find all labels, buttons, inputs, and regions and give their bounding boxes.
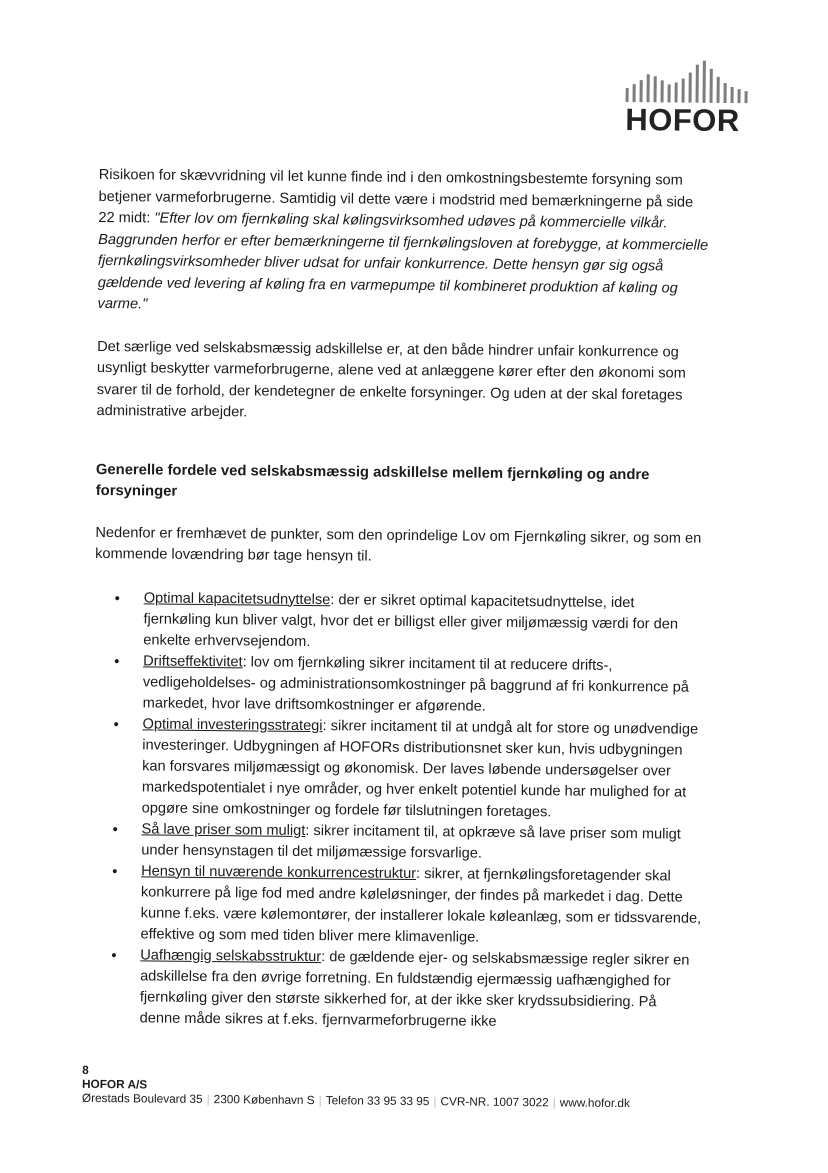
footer-address: Ørestads Boulevard 35 (81, 1090, 203, 1106)
list-item-text: : sikrer incitament til at undgå alt for store og unødvendige investeringer. Udbygningen af HOFORs distributionsnet sker kun, hvis udbygningen kan forsvares miljømæssigt og økonomisk. Der laves løbende undersøgelser over markedspotentialet i nye områder, og hver enkelt potentiel kunde har mulighed for at opgøre sine omkostninger og fordele før tilslutningen foretages. (141, 717, 699, 820)
list-item-text: : de gældende ejer- og selskabsmæssige regler sikrer en adskillelse fra den øvrige forretning. En fuldstændig ejermæssig uafhængighed for fjernkøling giver den største sikkerhed for, at der ikke sker krydssubsidiering. På denne måde sikres at f.eks. fjernvarmeforbrugerne ikke (139, 948, 690, 1030)
list-item-term: Så lave priser som muligt (141, 820, 306, 839)
bullet-icon: • (111, 946, 117, 964)
footer-cvr: CVR-NR. 1007 3022 (440, 1094, 549, 1110)
bullet-icon: • (114, 652, 120, 670)
logo-wordmark: HOFOR (625, 102, 740, 139)
page-number: 8 (82, 1062, 89, 1077)
list-item-text: : der er sikret optimal kapacitetsudnyttelse, idet fjernkøling kun bliver valgt, hvor det er billigst eller giver miljømæssig værdi for den enkelte erhvervsejendom. (143, 591, 679, 650)
list-item-text: : sikrer incitament til, at opkræve så lave priser som muligt under hensynstagen til det miljømæssige forsvarlige. (141, 822, 681, 862)
page-footer (82, 1063, 722, 1111)
list-item-text: : lov om fjernkøling sikrer incitament til at reducere drifts-, vedligeholdelses- og administrationsomkostninger på baggrund af fri konkurrence på markedet, hvor lave driftsomkostninger er afgørende. (142, 653, 689, 715)
paragraph-risk-text: Risikoen for skævvridning vil let kunne finde ind i den omkostningsbestemte forsyning som betjener varmeforbrugerne. Samtidig vil dette være i modstrid med bemærkningerne på side 22 midt: (98, 166, 694, 227)
quoted-remarks: "Efter lov om fjernkøling skal kølingsvirksomhed udøves på kommercielle vilkår. Baggrunden herfor er efter bemærkningerne til fjernkølingsloven at forebygge, at kommercielle fjernkølingsvirksomheder bliver udsat for unfair konkurrence. Dette hensyn gør sig også gældende ved levering af køling fra en varmepumpe til kombineret produktion af køling og varme." (97, 210, 709, 313)
hofor-logo (625, 58, 752, 141)
list-item-text: : sikrer, at fjernkølingsforetagender skal konkurrere på lige fod med andre køleløsninger, der findes på markedet i dag. Dette kunne f.eks. være kølemontører, der installerer lokale køleanlæg, som er tidssvarende, effektive og som med tiden bliver mere klimavenlige. (140, 865, 702, 946)
paragraph-separation: Det særlige ved selskabsmæssig adskillelse er, at den både hindrer unfair konkurrence og usynligt beskytter varmeforbrugerne, alene ved at anlæggene kører efter den økonomi som svarer til de forhold, der kendetegner de enkelte forsyninger. Og uden at der skal foretages administrative arbejder. (96, 338, 686, 421)
list-item (93, 713, 704, 824)
list-item-term: Hensyn til nuværende konkurrencestruktur (141, 862, 417, 882)
list-item (92, 818, 702, 866)
advantages-list (91, 587, 705, 1034)
list-item-term: Uafhængig selskabsstruktur (140, 946, 322, 965)
list-item-term: Optimal kapacitetsudnyttelse (143, 589, 331, 608)
paragraph-intro: Nedenfor er fremhævet de punkter, som den oprindelige Lov om Fjernkøling sikrer, og som en kommende lovændring bør tage hensyn til. (95, 524, 702, 565)
logo-bars-icon (625, 58, 751, 105)
body-text (91, 165, 709, 1034)
footer-separator: | (433, 1094, 437, 1109)
company-name: HOFOR A/S (82, 1076, 148, 1092)
list-item (91, 944, 702, 1034)
footer-city: 2300 København S (213, 1092, 315, 1108)
list-item (94, 587, 705, 656)
footer-separator: | (552, 1095, 556, 1110)
footer-separator: | (206, 1092, 210, 1107)
bullet-icon: • (112, 862, 118, 880)
footer-separator: | (318, 1093, 322, 1108)
list-item (91, 860, 702, 950)
section-heading: Generelle fordele ved selskabsmæssig adskillelse mellem fjernkøling og andre forsyninger (95, 461, 650, 500)
list-item (94, 650, 705, 719)
bullet-icon: • (113, 715, 119, 733)
list-item-term: Driftseffektivitet (143, 652, 243, 670)
bullet-icon: • (112, 820, 118, 838)
list-item-term: Optimal investeringsstrategi (142, 715, 323, 734)
bullet-icon: • (114, 589, 121, 607)
paragraph-risk (97, 165, 708, 321)
footer-website-link[interactable]: www.hofor.dk (559, 1095, 630, 1111)
footer-phone: Telefon 33 95 33 95 (325, 1093, 430, 1109)
